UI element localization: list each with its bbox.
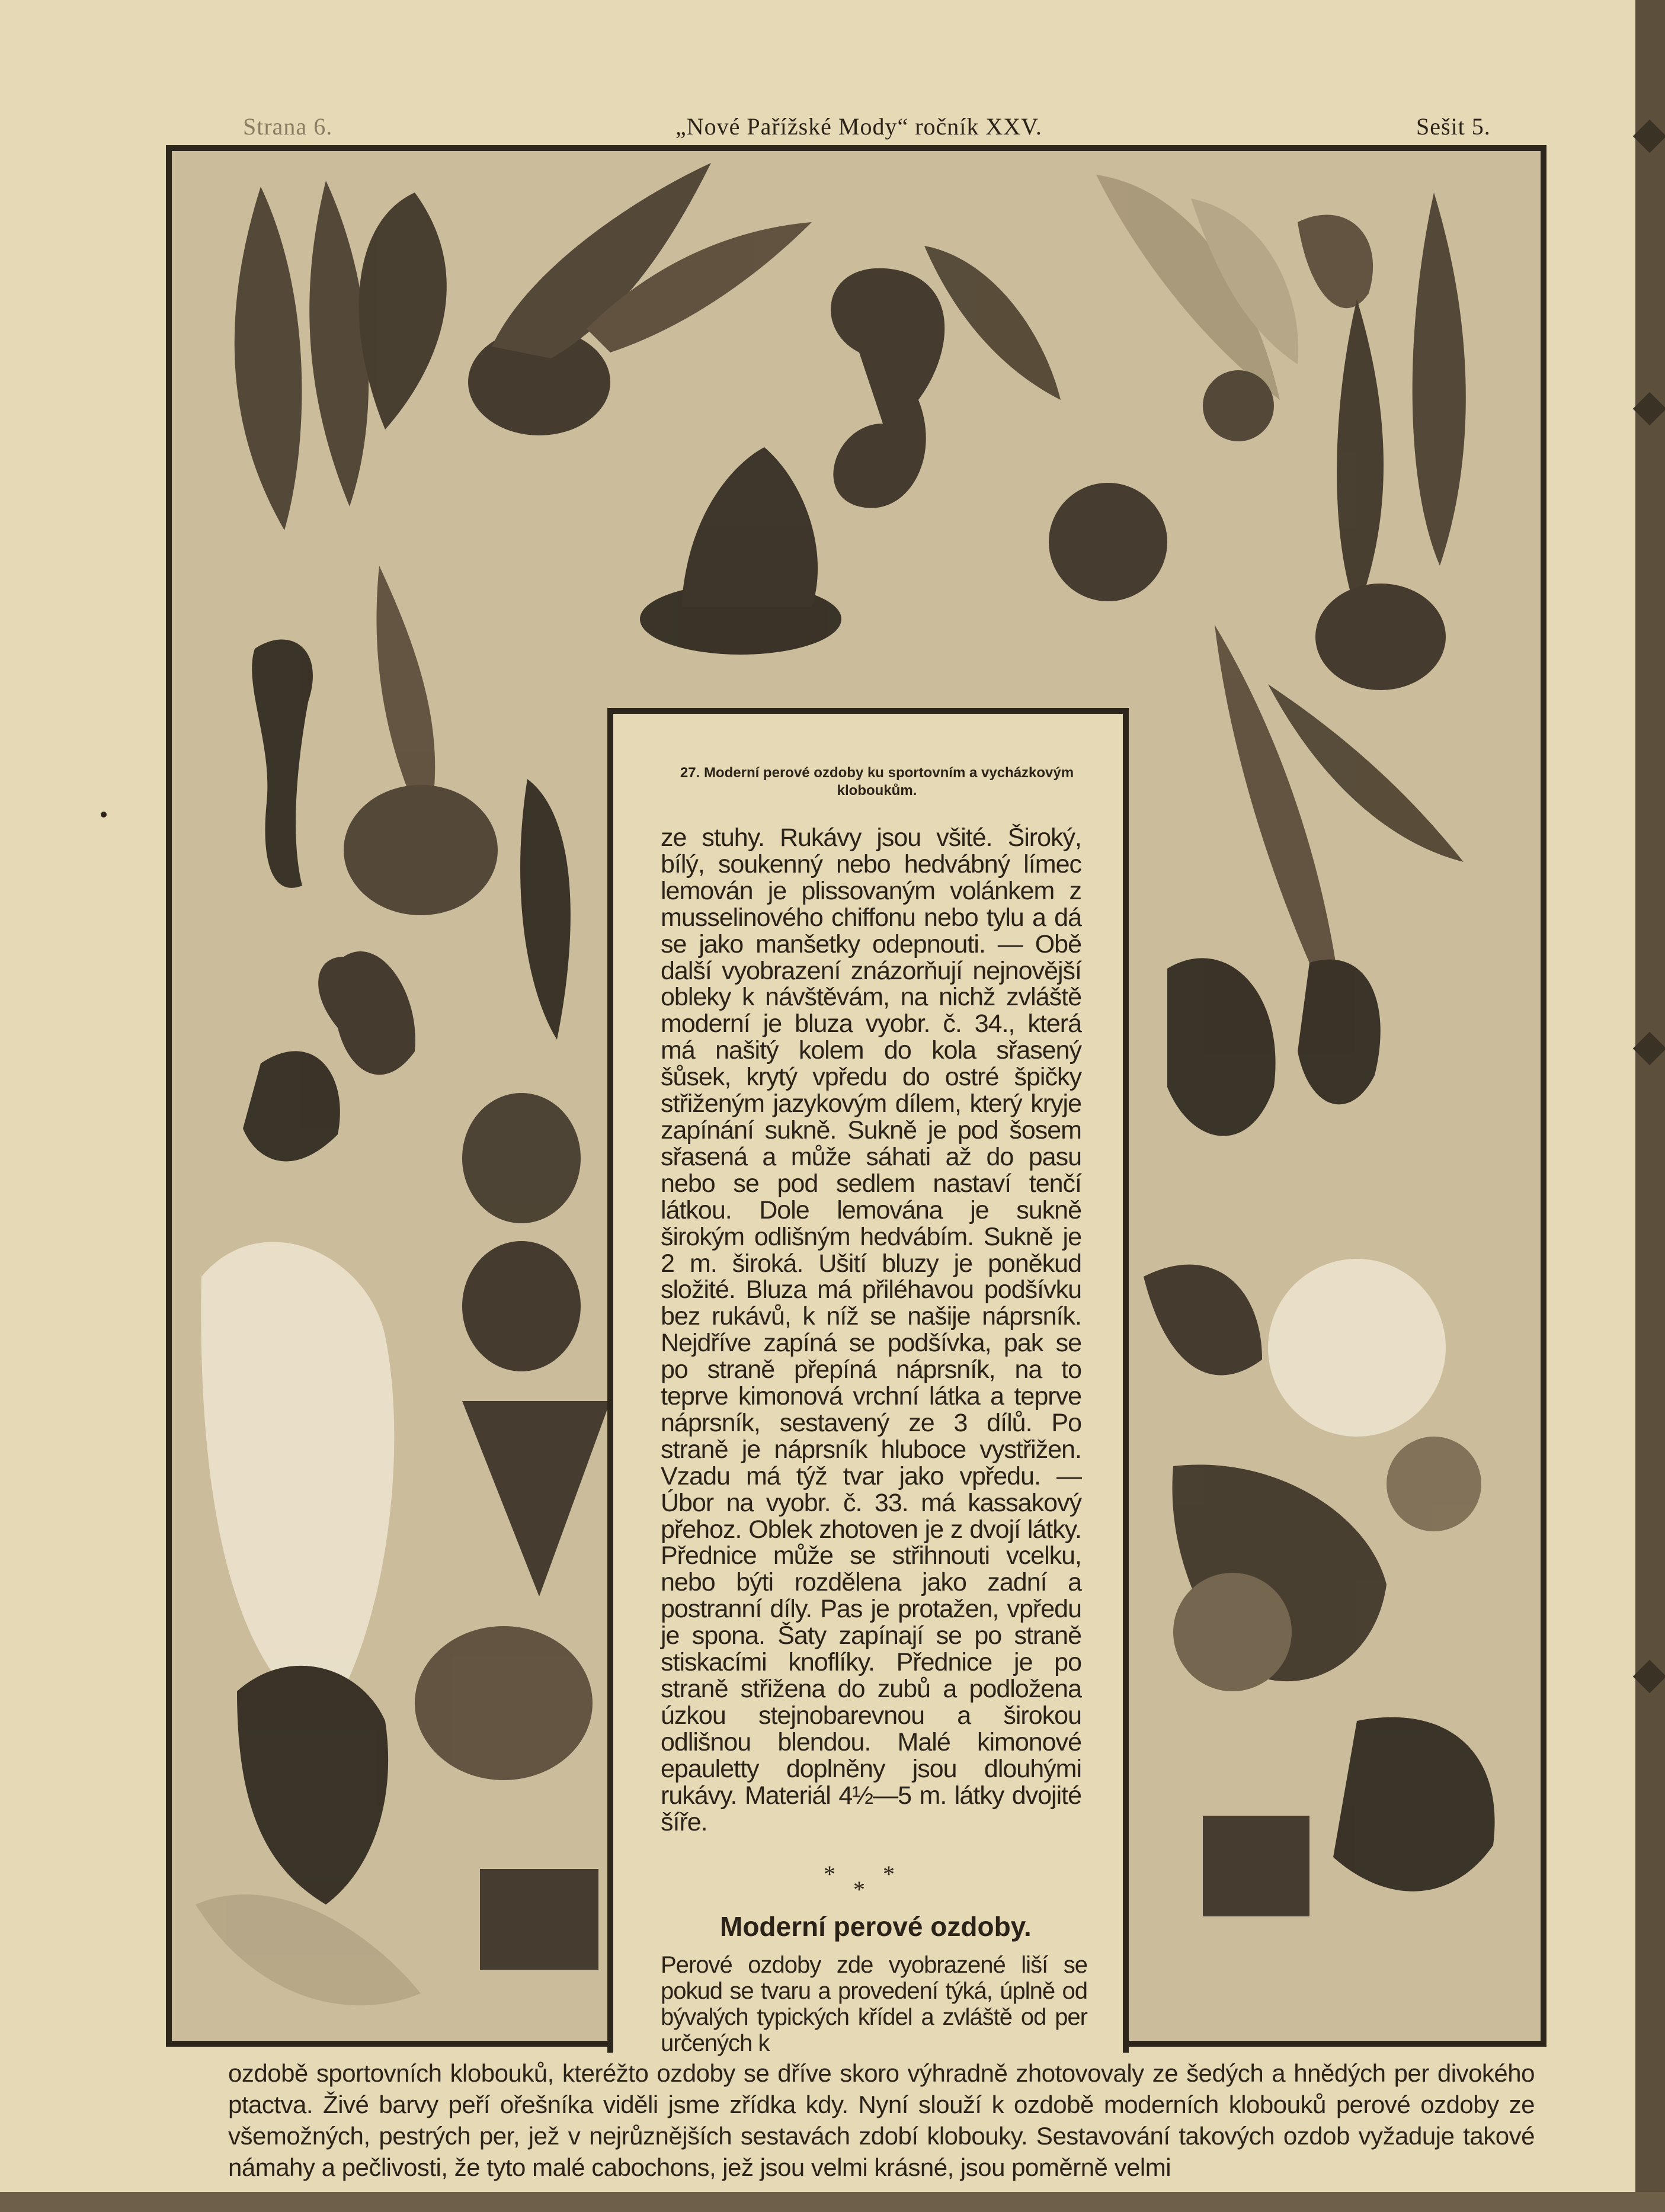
separator-star: * <box>883 1861 895 1887</box>
running-head-page: Strana 6. <box>243 113 333 140</box>
ink-speck <box>101 812 107 818</box>
binding-ring-icon <box>1633 1032 1665 1066</box>
full-width-text: ozdobě sportovních klobouků, kteréžto ozdoby se dříve skoro výhradně zhotovovaly ze šedých a hnědých per divokého ptactva. Živé barvy peří ořešníka viděli jsme zřídka kdy. Nyní slouží k ozdobě moderních klobouků perové ozdoby ze všemožných, pestrých per, jež v nejrůznějších sestavách zdobí klobouky. Sestavování takových ozdob vyžaduje takové námahy a pečlivosti, že tyto malé cabochons, jež jsou velmi krásné, jsou poměrně velmi <box>228 2059 1535 2181</box>
page-edge <box>1635 0 1665 2212</box>
separator-star: * <box>853 1876 865 1903</box>
binding-ring-icon <box>1633 392 1665 426</box>
section-intro-text: Perové ozdoby zde vyobrazené liší se pokud se tvaru a provedení týká, úplně od bývalých typických křídel a zvláště od per určených k <box>661 1952 1087 2056</box>
running-head-issue: Sešit 5. <box>1416 113 1491 140</box>
binding-ring-icon <box>1633 1660 1665 1694</box>
running-head-title: „Nové Pařížské Mody“ ročník XXV. <box>675 113 1042 140</box>
section-heading: Moderní perové ozdoby. <box>720 1911 1032 1942</box>
article-column-text: ze stuhy. Rukávy jsou všité. Široký, bílý, soukenný nebo hedvábný límec lemován je plissovaným volánkem z musselinového chiffonu nebo tylu a dá se jako manšetky odepnouti. — Obě další vyobrazení znázorňují nejnovější obleky k návštěvám, na nichž zvláště moderní je bluza vyobr. č. 34., která má našitý kolem do kola sřasený šůsek, krytý vpředu do ostré špičky střiženým jazykovým dílem, který kryje zapínání sukně. Sukně je pod šosem sřasená a může sáhati až do pasu nebo se pod sedlem nastaví tenčí látkou. Dole lemována je sukně širokým odlišným hedvábím. Sukně je 2 m. široká. Ušití bluzy je poněkud složité. Bluza má přiléhavou podšívku bez rukávů, k níž se našije náprsník. Nejdříve zapíná se podšívka, pak se po straně přepíná náprsník, na to teprve kimonová vrchní látka a teprve náprsník, sestavený ze 3 dílů. Po straně je náprsník hluboce vystřižen. Vzadu má týž tvar jako vpředu. — Úbor na vyobr. č. 33. má kassakový přehoz. Oblek zhotoven je z dvojí látky. Přednice může se střihnouti vcelku, nebo býti rozdělena jako zadní a postranní díly. Pas je protažen, vpředu je spona. Šaty zapínají se po straně stiskacími knoflíky. Přednice je po straně střižena do zubů a podložena úzkou stejnobarevnou a širokou odlišnou blendou. Malé kimonové epauletty doplněny jsou dlouhými rukávy. Materiál 4½—5 m. látky dvojité šíře. <box>661 823 1081 1836</box>
figure-caption: 27. Moderní perové ozdoby ku sportovním a vycházkovým kloboukům. <box>680 765 1074 799</box>
binding-ring-icon <box>1633 120 1665 153</box>
bottom-edge <box>0 2192 1665 2212</box>
separator-star: * <box>824 1861 835 1887</box>
